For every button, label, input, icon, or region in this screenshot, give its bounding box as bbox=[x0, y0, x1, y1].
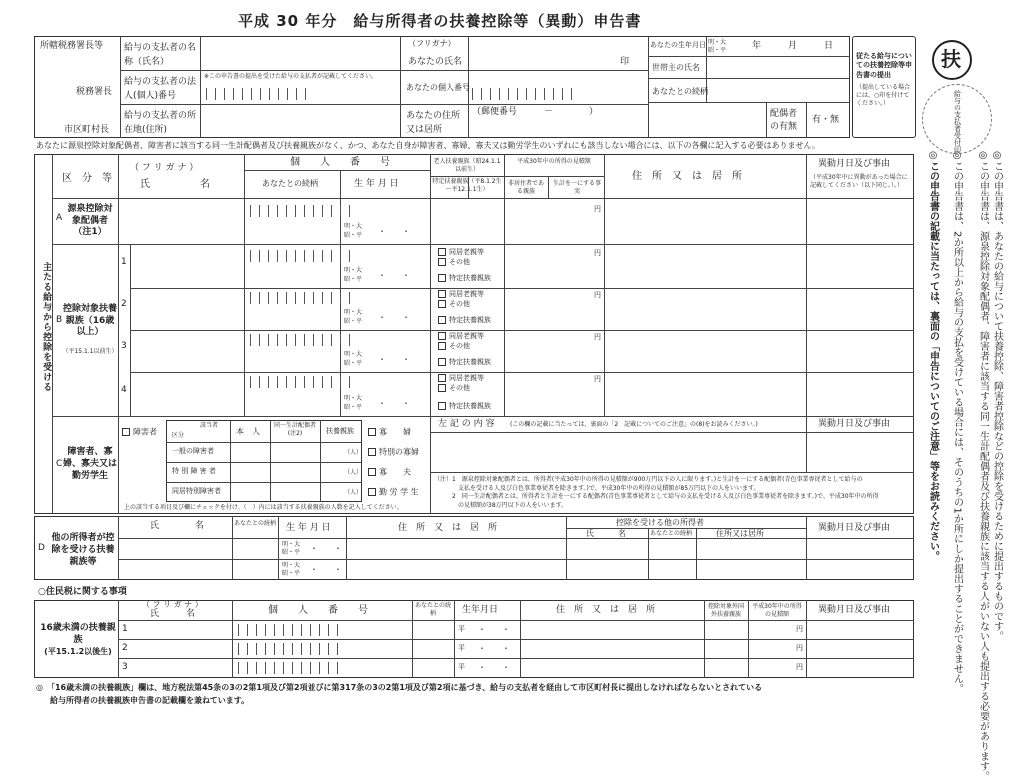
sec-b-opt-specific[interactable]: 特定扶養親族 bbox=[438, 358, 491, 366]
note-line-3: 2 同一生計配偶者とは、所得者と生計を一にする配偶者(青色事業専従者として給与の支払を受ける人及び白色事業専従者を除きます。)で、平成30年中の所得 bbox=[434, 493, 879, 501]
your-number-input[interactable] bbox=[472, 88, 580, 100]
rt-birth-1[interactable]: ・ ・ bbox=[478, 625, 510, 634]
col-income: 平成30年中の所得の見積額 bbox=[517, 158, 591, 165]
c-spouse: 同一生計配偶者(注2) bbox=[273, 422, 316, 437]
sec-b-opt-cohabit[interactable]: 同居老親等 bbox=[438, 248, 484, 256]
col-kubun: 区 分 等 bbox=[62, 173, 112, 184]
col-relation: あなたとの続柄 bbox=[262, 179, 318, 188]
spouse-yes-no[interactable]: 有・無 bbox=[812, 115, 840, 125]
rt-row-number[interactable] bbox=[238, 643, 346, 655]
householder-label: 世帯主の氏名 bbox=[652, 63, 700, 72]
sec-b-era-top: 明・大 bbox=[344, 309, 363, 316]
col-elderly: 老人扶養親族（昭24.1.1以前生） bbox=[433, 158, 501, 173]
sec-b-era-top: 明・大 bbox=[344, 351, 363, 358]
era-top: 明・大 bbox=[708, 39, 727, 46]
c-content-note: (この欄の記載に当たっては、裏面の「2 記載についてのご注意」の(8)をお読みください。) bbox=[510, 421, 758, 428]
c-cohabit-special: 同居特別障害者 bbox=[172, 487, 221, 495]
sec-b-era-bottom: 昭・平 bbox=[344, 276, 363, 283]
sec-d-era-top: 明・大 bbox=[282, 541, 301, 548]
sec-b-opt-other[interactable]: その他 bbox=[438, 342, 470, 350]
c-self: 本 人 bbox=[236, 427, 260, 436]
sec-b-opt-other[interactable]: その他 bbox=[438, 300, 470, 308]
col-number: 個 人 番 号 bbox=[290, 157, 390, 168]
sec-a-label: 源泉控除対象配偶者（注1） bbox=[67, 204, 113, 238]
tax-office-label: 税務署長 bbox=[76, 87, 113, 97]
sec-b-row-num-2: 2 bbox=[121, 299, 127, 309]
note-line-2: 支払を受ける人及び白色事業専従者を除きます。)で、平成30年中の所得の見積額が85万円以下の人をいいます。 bbox=[434, 484, 760, 492]
resident-tax-heading: ○住民税に関する事項 bbox=[38, 587, 127, 597]
rt-row-num-3: 3 bbox=[122, 662, 128, 672]
c-special-widow[interactable]: 特別の寡婦 bbox=[368, 448, 419, 457]
rt-row-number[interactable] bbox=[238, 662, 346, 674]
sec-b-opt-specific[interactable]: 特定扶養親族 bbox=[438, 316, 491, 324]
sec-d-label: 他の所得者が控除を受ける扶養親族等 bbox=[51, 533, 115, 568]
rt-birth-3[interactable]: ・ ・ bbox=[478, 663, 510, 672]
footer-line-2: 給与所得者の扶養親族申告書の記載欄を兼ねています。 bbox=[50, 696, 250, 705]
c-special: 特 別 障 害 者 bbox=[172, 467, 216, 475]
rt-yen: 円 bbox=[796, 625, 803, 633]
stamp-char: 扶 bbox=[941, 47, 961, 71]
sec-d-letter: D bbox=[38, 543, 45, 553]
sec-a-era-top: 明・大 bbox=[344, 223, 363, 230]
sec-b-birth[interactable]: ・ ・ bbox=[378, 355, 410, 364]
sec-b-yen: 円 bbox=[594, 375, 601, 383]
payer-address-label: 給与の支払者の所在地(住所) bbox=[124, 111, 197, 135]
rt-birth: 生年月日 bbox=[462, 605, 499, 615]
c-count-cohabit[interactable]: （人） bbox=[344, 489, 363, 496]
intro-line: あなたに源泉控除対象配偶者、障害者に該当する同一生計配偶者及び扶養親族がなく、かつ、あなた自身が障害者、寡婦、寡夫又は勤労学生のいずれにも該当しない場合には、以下の各欄に記入する必要はありません。 bbox=[36, 141, 820, 150]
c-change-label: 異動月日及び事由 bbox=[818, 419, 891, 429]
sec-a-letter: A bbox=[56, 213, 63, 223]
rt-era: 平 bbox=[458, 625, 465, 633]
sec-b-note: （平15.1.1以前生） bbox=[62, 348, 118, 355]
rt-name: 氏 名 bbox=[150, 609, 196, 619]
sec-a-change[interactable] bbox=[808, 200, 912, 242]
sec-b-era-bottom: 昭・平 bbox=[344, 404, 363, 411]
sec-d-other-relation: あなたとの続柄 bbox=[650, 530, 693, 537]
sec-b-row-number[interactable] bbox=[250, 334, 358, 346]
payer-number-label: 給与の支払者の法人(個人)番号 bbox=[124, 77, 197, 101]
sec-b-era-top: 明・大 bbox=[344, 267, 363, 274]
rt-row-num-1: 1 bbox=[122, 624, 128, 634]
c-content-label: 左 記 の 内 容 bbox=[438, 419, 495, 429]
office-label: 所轄税務署長等 bbox=[40, 41, 104, 51]
sec-b-yen: 円 bbox=[594, 333, 601, 341]
sec-b-row-num-3: 3 bbox=[121, 341, 127, 351]
sec-b-row-num-1: 1 bbox=[121, 257, 127, 267]
sec-d-other-name: 氏 名 bbox=[586, 529, 626, 538]
sec-a-birth[interactable]: ・ ・ bbox=[378, 227, 410, 236]
sec-b-opt-specific[interactable]: 特定扶養親族 bbox=[438, 402, 491, 410]
sec-b-era-bottom: 昭・平 bbox=[344, 360, 363, 367]
right-note-3: ◎この申告書は、2か所以上から給与の支払を受けている場合には、そのうちの1か所にしか提出することができません。 bbox=[951, 150, 963, 694]
col-change-note: （平成30年中に異動があった場合に記載してください（以下同じ。）。） bbox=[810, 174, 908, 189]
sec-d-relation: あなたとの続柄 bbox=[234, 520, 277, 527]
main-side-label: 主たる給与から控除を受ける bbox=[41, 262, 52, 392]
sec-b-row-number[interactable] bbox=[250, 250, 358, 262]
sec-a-address[interactable] bbox=[606, 200, 804, 242]
sec-b-row-number[interactable] bbox=[250, 376, 358, 388]
rt-overseas: 控除対象外国外扶養親族 bbox=[707, 603, 744, 618]
sec-d-era-bottom: 昭・平 bbox=[282, 570, 301, 577]
your-address-label: あなたの住所又は居所 bbox=[406, 111, 461, 135]
sec-b-birth[interactable]: ・ ・ bbox=[378, 313, 410, 322]
resident-tax-note: (平15.1.2以後生) bbox=[44, 647, 112, 656]
secondary-payroll-note: （提出している場合には、○印を付けてください。） bbox=[856, 84, 911, 108]
rt-income: 平成30年中の所得の見積額 bbox=[752, 603, 802, 618]
sec-d-era-top: 明・大 bbox=[282, 562, 301, 569]
c-applicable: 該当者 bbox=[200, 422, 219, 429]
era-bottom: 昭・平 bbox=[708, 47, 727, 54]
your-number-label: あなたの個人番号 bbox=[406, 83, 470, 92]
sec-d-birth-2[interactable]: ・ ・ bbox=[310, 565, 342, 574]
sec-b-birth[interactable]: ・ ・ bbox=[378, 271, 410, 280]
city-label: 市区町村長 bbox=[64, 125, 110, 135]
rt-yen: 円 bbox=[796, 663, 803, 671]
spouse-label: 配偶者の有無 bbox=[770, 109, 798, 132]
sec-b-label: 控除対象扶養親族（16歳以上） bbox=[62, 304, 117, 338]
sec-b-era-bottom: 昭・平 bbox=[344, 318, 363, 325]
sec-b-opt-other[interactable]: その他 bbox=[438, 258, 470, 266]
relationship-label: あなたとの続柄 bbox=[652, 87, 708, 96]
sec-d-address: 住 所 又 は 居 所 bbox=[398, 523, 498, 533]
birth-label: あなたの生年月日 bbox=[650, 41, 706, 49]
sec-d-birth: 生 年 月 日 bbox=[286, 523, 331, 533]
sec-b-yen: 円 bbox=[594, 291, 601, 299]
sec-b-opt-cohabit[interactable]: 同居老親等 bbox=[438, 332, 484, 340]
rt-address: 住 所 又 は 居 所 bbox=[556, 605, 656, 615]
sec-c-letter: C bbox=[56, 459, 63, 469]
note-line-4: の見積額が38万円以下の人をいいます。 bbox=[434, 502, 568, 510]
birth-ymd[interactable]: 年 月 日 bbox=[752, 41, 834, 51]
col-name: 氏 名 bbox=[140, 179, 210, 190]
rt-number: 個 人 番 号 bbox=[268, 605, 368, 616]
payer-name-label: 給与の支払者の名称（氏名） bbox=[124, 43, 197, 67]
payer-address-input[interactable] bbox=[202, 106, 398, 136]
c-student[interactable]: 勤 労 学 生 bbox=[368, 488, 419, 497]
sec-a-name[interactable] bbox=[120, 200, 242, 242]
sec-a-yen: 円 bbox=[594, 205, 601, 213]
sec-d-other-address: 住所又は居所 bbox=[716, 529, 764, 538]
payer-name-input[interactable] bbox=[202, 38, 398, 68]
rt-row-number[interactable] bbox=[238, 624, 346, 636]
rt-furigana: （ フ リ ガ ナ ） bbox=[142, 600, 203, 609]
sec-b-row-num-4: 4 bbox=[121, 385, 127, 395]
rt-yen: 円 bbox=[796, 644, 803, 652]
rt-change: 異動月日及び事由 bbox=[818, 605, 891, 615]
col-birth: 生 年 月 日 bbox=[354, 179, 399, 189]
right-note-2: ◎この申告書は、源泉控除対象配偶者、障害者に該当する同一生計配偶者及び扶養親族に該当する人がいない人も提出する必要があります。 bbox=[977, 150, 989, 781]
sec-b-opt-cohabit[interactable]: 同居老親等 bbox=[438, 374, 484, 382]
c-count-general[interactable]: （人） bbox=[344, 449, 363, 456]
sec-d-birth-1[interactable]: ・ ・ bbox=[310, 544, 342, 553]
sec-d-other-earner: 控除を受ける他の所得者 bbox=[616, 518, 704, 527]
sec-b-opt-specific[interactable]: 特定扶養親族 bbox=[438, 274, 491, 282]
secondary-payroll-title: 従たる給与についての扶養控除等申告書の提出 bbox=[856, 52, 912, 79]
col-change: 異動月日及び事由 bbox=[818, 159, 891, 169]
sec-b-letter: B bbox=[56, 315, 63, 325]
postal-code[interactable]: （郵便番号 － ） bbox=[472, 107, 599, 117]
rt-relation: あなたとの続柄 bbox=[414, 602, 451, 617]
c-footer: 上の該当する項目及び欄にチェックを付け、（ ）内には該当する扶養親族の人数を記入してください。 bbox=[124, 504, 403, 511]
c-dependent: 扶養親族 bbox=[326, 427, 354, 435]
c-disabled-check[interactable]: 障害者 bbox=[122, 428, 157, 437]
note-line-1: （注）1 源泉控除対象配偶者とは、所得者(平成30年中の所得の見積額が900万円以下の人に限ります。)と生計を一にする配偶者(青色事業専従者として給与の bbox=[434, 476, 863, 483]
sec-b-row-number[interactable] bbox=[250, 292, 358, 304]
sec-b-opt-other[interactable]: その他 bbox=[438, 384, 470, 392]
c-general: 一般の障害者 bbox=[172, 447, 214, 455]
col-specific: 特定扶養親族（平8.1.2生～平12.1.1生） bbox=[432, 178, 502, 193]
col-furigana: （ フ リ ガ ナ ） bbox=[130, 163, 199, 173]
sec-b-yen: 円 bbox=[594, 249, 601, 257]
rt-era: 平 bbox=[458, 644, 465, 652]
payer-number-input[interactable] bbox=[206, 88, 314, 100]
sec-d-era-bottom: 昭・平 bbox=[282, 549, 301, 556]
sec-c-label: 障害者、寡婦、寡夫又は勤労学生 bbox=[62, 447, 117, 482]
payer-number-note: ※この申告書の提出を受けた給与の支払者が記載してください。 bbox=[204, 73, 378, 80]
c-count-special[interactable]: （人） bbox=[344, 469, 363, 476]
c-kubun: 区分 bbox=[172, 432, 185, 439]
col-same-household: 生計を一にする事実 bbox=[552, 180, 601, 195]
receipt-stamp-label: 給与の支払者受付印 bbox=[953, 90, 962, 153]
rt-row-num-2: 2 bbox=[122, 643, 128, 653]
right-note-4: ◎この申告書の記載に当たっては、裏面の「申告についてのご注意」等をお読みください。 bbox=[927, 150, 939, 561]
seal-mark: 印 bbox=[620, 57, 630, 67]
resident-tax-label: 16歳未満の扶養親族 bbox=[40, 623, 116, 646]
sec-b-era-top: 明・大 bbox=[344, 395, 363, 402]
sec-d-change: 異動月日及び事由 bbox=[818, 523, 891, 533]
sec-a-number[interactable] bbox=[250, 205, 358, 217]
form-title: 平成 30 年分 給与所得者の扶養控除等（異動）申告書 bbox=[238, 12, 642, 30]
col-nonresident: 非居住者である親族 bbox=[507, 180, 544, 195]
your-name-label: あなたの氏名 bbox=[408, 57, 463, 67]
c-widow[interactable]: 寡 婦 bbox=[368, 428, 411, 437]
right-note-1: ◎この申告書は、あなたの給与について扶養控除、障害者控除などの控除を受けるために提出するものです。 bbox=[991, 150, 1003, 641]
rt-birth-2[interactable]: ・ ・ bbox=[478, 644, 510, 653]
sec-b-opt-cohabit[interactable]: 同居老親等 bbox=[438, 290, 484, 298]
furigana-label: （フリガナ） bbox=[408, 39, 456, 48]
footer-line-1: ◎ 「16歳未満の扶養親族」欄は、地方税法第45条の3の2第1項及び第2項並びに第317条の3の2第1項及び第2項に基づき、給与の支払者を経由して市区町村長に提出しなければならないとされている bbox=[36, 683, 763, 692]
col-address: 住 所 又 は 居 所 bbox=[632, 171, 742, 182]
rt-era: 平 bbox=[458, 663, 465, 671]
c-widower[interactable]: 寡 夫 bbox=[368, 468, 411, 477]
sec-b-birth[interactable]: ・ ・ bbox=[378, 399, 410, 408]
sec-a-era-bottom: 昭・平 bbox=[344, 232, 363, 239]
sec-d-name: 氏 名 bbox=[150, 521, 205, 531]
